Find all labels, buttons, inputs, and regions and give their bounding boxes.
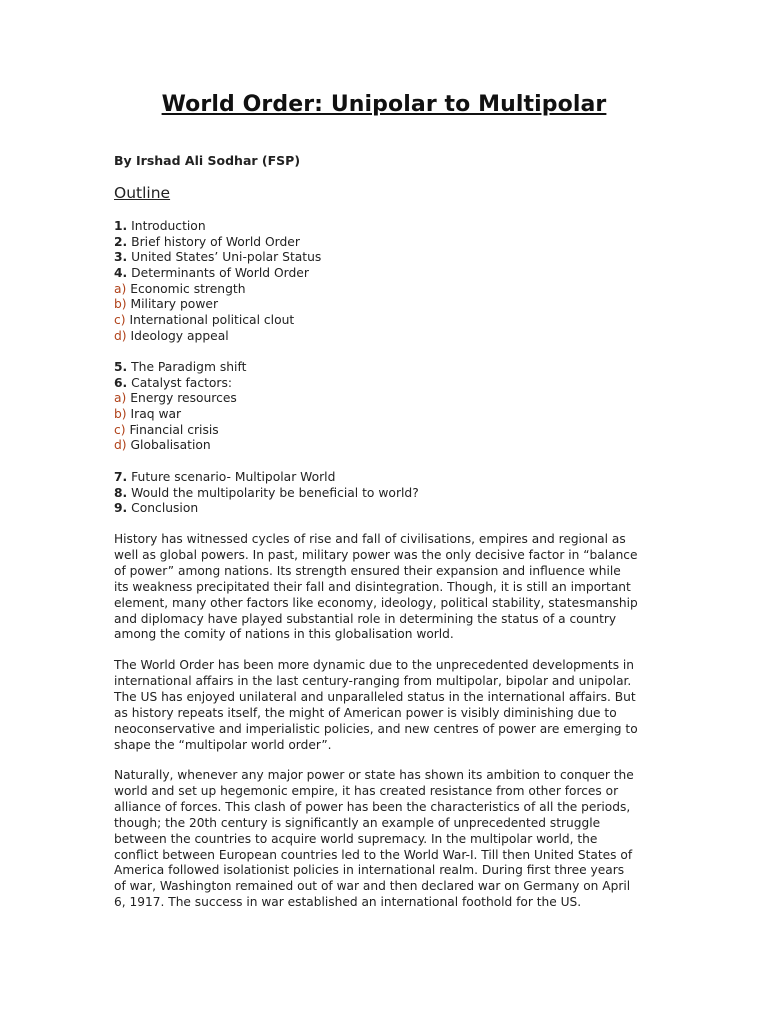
paragraph-line: America followed isolationist policies in international realm. During first three years <box>114 863 625 878</box>
paragraph-line: 6, 1917. The success in war established an international foothold for the US. <box>114 895 582 910</box>
paragraph-line: well as global powers. In past, military power was the only decisive factor in “balance <box>114 547 638 562</box>
outline-item-marker: 7. <box>114 470 128 484</box>
paragraph-line: Naturally, whenever any major power or state has shown its ambition to conquer the <box>114 768 634 782</box>
outline-item <box>114 360 674 376</box>
outline-item <box>114 282 674 298</box>
paragraph-line: world and set up hegemonic empire, it has created resistance from other forces or <box>114 783 619 798</box>
outline-item-marker: 9. <box>114 501 128 516</box>
outline-heading: Outline <box>114 184 171 202</box>
outline-item-marker: d) <box>114 438 127 453</box>
outline-item-marker: 5. <box>114 360 128 374</box>
outline-group-1 <box>114 219 674 345</box>
outline-item <box>114 423 674 439</box>
outline-group-2 <box>114 360 674 454</box>
paragraph-2 <box>114 658 659 753</box>
paragraph-line: The US has enjoyed unilateral and unparalleled status in the international affairs. But <box>114 689 636 704</box>
outline-item-marker: 1. <box>114 219 128 233</box>
outline-item-text: International political clout <box>129 313 295 328</box>
outline-item <box>114 297 674 313</box>
outline-item-text: Catalyst factors: <box>131 375 233 390</box>
outline-item-marker: 2. <box>114 234 128 249</box>
outline-item-marker: a) <box>114 281 127 296</box>
outline-group-3 <box>114 470 674 517</box>
outline-item-text: The Paradigm shift <box>131 360 247 374</box>
outline-item <box>114 407 674 423</box>
paragraph-line: conflict between European countries led to the World War-I. Till then United States of <box>114 847 633 862</box>
outline-item <box>114 391 674 407</box>
paragraph-line: neoconservative and imperialistic policies, and new centres of power are emerging to <box>114 721 638 736</box>
outline-item <box>114 470 674 486</box>
outline-item-text: Globalisation <box>130 438 211 453</box>
outline-item-text: Would the multipolarity be beneficial to world? <box>131 485 419 500</box>
outline-item-text: Ideology appeal <box>130 328 229 343</box>
outline-item <box>114 219 674 235</box>
paragraph-line: as history repeats itself, the might of American power is visibly diminishing due to <box>114 705 617 720</box>
outline-item-text: Economic strength <box>130 281 246 296</box>
outline-item-text: Energy resources <box>130 391 237 406</box>
paragraph-line: though; the 20th century is significantly an example of unprecedented struggle <box>114 815 601 830</box>
paragraph-3 <box>114 768 659 911</box>
author-byline: By Irshad Ali Sodhar (FSP) <box>114 153 301 168</box>
outline-item <box>114 266 674 282</box>
paragraph-line: alliance of forces. This clash of power has been the characteristics of all the periods, <box>114 799 631 814</box>
paragraph-line: its weakness precipitated their fall and disintegration. Though, it is still an important <box>114 579 631 594</box>
paragraph-1 <box>114 532 659 643</box>
outline-item-marker: 6. <box>114 375 128 390</box>
outline-item-text: Determinants of World Order <box>131 266 309 281</box>
outline-item <box>114 501 674 517</box>
paragraph-line: between the countries to acquire world supremacy. In the multipolar world, the <box>114 831 598 846</box>
paragraph-line: History has witnessed cycles of rise and fall of civilisations, empires and regional as <box>114 532 626 546</box>
outline-item-text: Conclusion <box>131 501 199 516</box>
outline-item <box>114 438 674 454</box>
paragraph-line: shape the “multipolar world order”. <box>114 737 332 752</box>
outline-item-text: Introduction <box>131 219 206 233</box>
outline-item <box>114 376 674 392</box>
outline-item-text: Military power <box>130 297 218 312</box>
outline-item-marker: a) <box>114 391 127 406</box>
outline-item-marker: 3. <box>114 250 128 265</box>
outline-item-marker: b) <box>114 297 127 312</box>
paragraph-line: and diplomacy have played substantial role in determining the status of a country <box>114 611 617 626</box>
outline-item <box>114 250 674 266</box>
paragraph-line: international affairs in the last century-ranging from multipolar, bipolar and unipolar. <box>114 673 632 688</box>
outline-item-marker: d) <box>114 328 127 343</box>
outline-item-marker: b) <box>114 407 127 422</box>
outline-item <box>114 235 674 251</box>
outline-item-text: Brief history of World Order <box>131 234 300 249</box>
outline-item-text: United States’ Uni-polar Status <box>131 250 322 265</box>
paragraph-line: of power” among nations. Its strength ensured their expansion and influence while <box>114 563 621 578</box>
paragraph-line: of war, Washington remained out of war and then declared war on Germany on April <box>114 879 631 894</box>
document-title: World Order: Unipolar to Multipolar <box>161 92 607 117</box>
paragraph-line: element, many other factors like economy, ideology, political stability, statesmanship <box>114 595 638 610</box>
outline-item-marker: 8. <box>114 485 128 500</box>
outline-item-text: Financial crisis <box>129 422 219 437</box>
outline-item-text: Iraq war <box>130 407 182 422</box>
paragraph-line: The World Order has been more dynamic due to the unprecedented developments in <box>114 658 635 672</box>
outline-item-text: Future scenario- Multipolar World <box>131 470 336 484</box>
outline-item-marker: c) <box>114 313 126 328</box>
outline-item-marker: 4. <box>114 266 128 281</box>
outline-item <box>114 329 674 345</box>
outline-item-marker: c) <box>114 422 126 437</box>
outline-item <box>114 313 674 329</box>
outline-item <box>114 486 674 502</box>
paragraph-line: among the comity of nations in this globalisation world. <box>114 627 454 642</box>
